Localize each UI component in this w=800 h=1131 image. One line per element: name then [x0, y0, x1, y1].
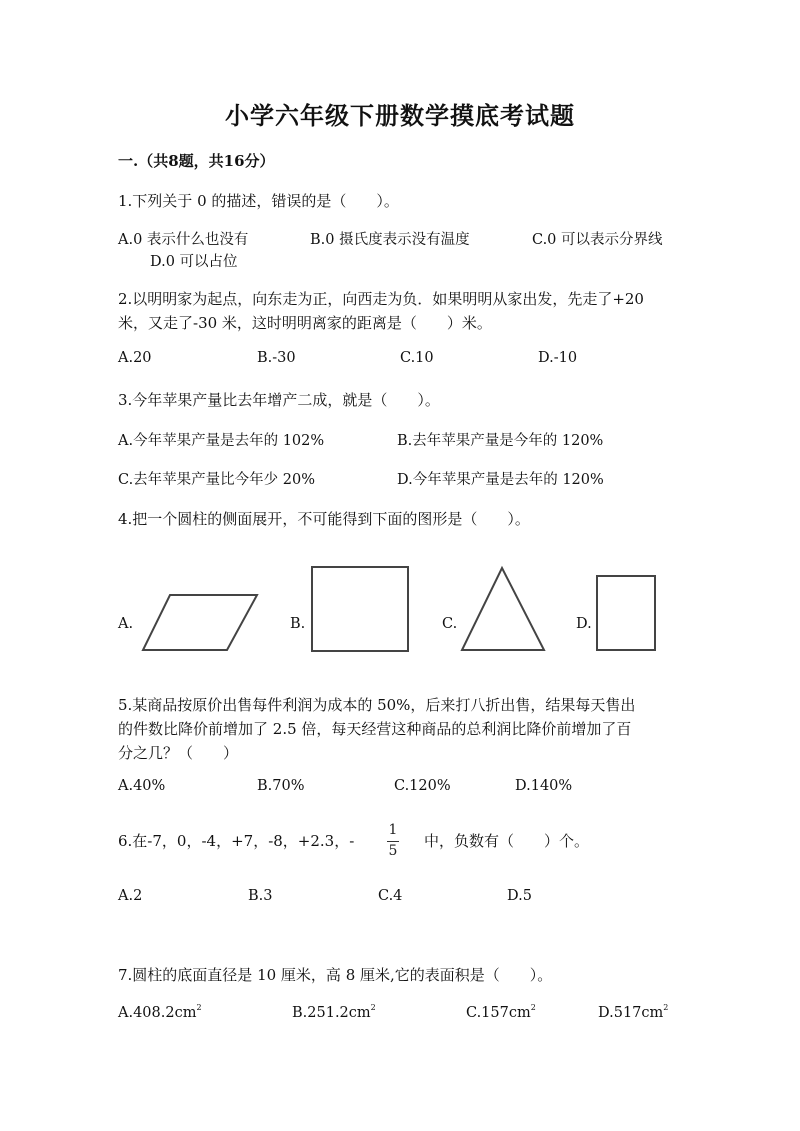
question-7-option-d: $D.517cm^2$	[598, 1003, 669, 1021]
question-4-label-c: C.	[442, 616, 458, 632]
question-7-option-a: $A.408.2cm^2$	[118, 1003, 202, 1021]
question-7-option-b: $B.251.2cm^2$	[292, 1003, 376, 1021]
question-2-stem-line1: 2.以明明家为起点，向东走为正，向西走为负．如果明明从家出发，先走了+20	[118, 290, 644, 308]
question-4-label-d: D.	[576, 616, 592, 632]
question-5-stem-line3: 分之几？（ ）	[118, 744, 239, 762]
question-2-option-c: C.10	[400, 350, 434, 366]
question-5-option-a: A.40%	[118, 778, 166, 794]
question-5-option-b: B.70%	[257, 778, 305, 794]
fraction-denominator: 5	[388, 843, 398, 859]
unit-superscript: 2	[196, 1003, 202, 1012]
question-5-option-c: C.120%	[394, 778, 451, 794]
question-6-option-d: D.5	[507, 888, 532, 904]
question-2-option-d: D.-10	[538, 350, 578, 366]
question-7-option-c: $C.157cm^2$	[466, 1003, 536, 1021]
unit-superscript: 2	[663, 1003, 669, 1012]
rectangle-figure	[596, 575, 656, 651]
question-1-option-c: C.0 可以表示分界线	[532, 232, 663, 248]
question-4-label-b: B.	[290, 616, 306, 632]
section-heading: 一.（共8题，共16分）	[118, 152, 275, 170]
triangle-figure	[460, 566, 546, 652]
question-6-option-b: B.3	[248, 888, 273, 904]
fraction-bar	[387, 841, 399, 842]
question-6-option-a: A.2	[118, 888, 143, 904]
question-1-option-d: D.0 可以占位	[150, 254, 238, 270]
question-3-option-b: B.去年苹果产量是今年的 120%	[397, 433, 604, 449]
parallelogram-figure	[140, 592, 260, 654]
question-1-option-a: A.0 表示什么也没有	[118, 232, 249, 248]
question-5-stem-line1: 5.某商品按原价出售每件利润为成本的 50%，后来打八折出售，结果每天售出	[118, 696, 636, 714]
question-3-option-a: A.今年苹果产量是去年的 102%	[118, 433, 325, 449]
question-1-option-b: B.0 摄氏度表示没有温度	[310, 232, 470, 248]
unit-superscript: 2	[370, 1003, 376, 1012]
question-7-stem: 7.圆柱的底面直径是 10 厘米，高 8 厘米,它的表面积是（ ）。	[118, 966, 553, 984]
fraction-numerator: 1	[388, 822, 398, 838]
page-title: 小学六年级下册数学摸底考试题	[225, 101, 575, 130]
question-3-stem: 3.今年苹果产量比去年增产二成，就是（ ）。	[118, 391, 440, 409]
question-1-stem: 1.下列关于 0 的描述，错误的是（ ）。	[118, 192, 399, 210]
question-5-option-d: D.140%	[515, 778, 573, 794]
unit-superscript: 2	[530, 1003, 536, 1012]
question-6-option-c: C.4	[378, 888, 403, 904]
question-3-option-d: D.今年苹果产量是去年的 120%	[397, 472, 604, 488]
question-3-option-c: C.去年苹果产量比今年少 20%	[118, 472, 316, 488]
question-4-stem: 4.把一个圆柱的侧面展开，不可能得到下面的图形是（ ）。	[118, 510, 530, 528]
question-2-option-a: A.20	[118, 350, 152, 366]
question-2-option-b: B.-30	[257, 350, 296, 366]
question-4-label-a: A.	[118, 616, 134, 632]
question-5-stem-line2: 的件数比降价前增加了 2.5 倍，每天经营这种商品的总利润比降价前增加了百	[118, 720, 632, 738]
question-2-stem-line2: 米，又走了-30 米，这时明明离家的距离是（ ）米。	[118, 314, 492, 332]
question-6-stem-before: 6.在-7，0，-4，+7，-8，+2.3，-	[118, 832, 355, 850]
square-figure	[311, 566, 409, 652]
question-6-stem-after: 中，负数有（ ）个。	[424, 832, 590, 850]
